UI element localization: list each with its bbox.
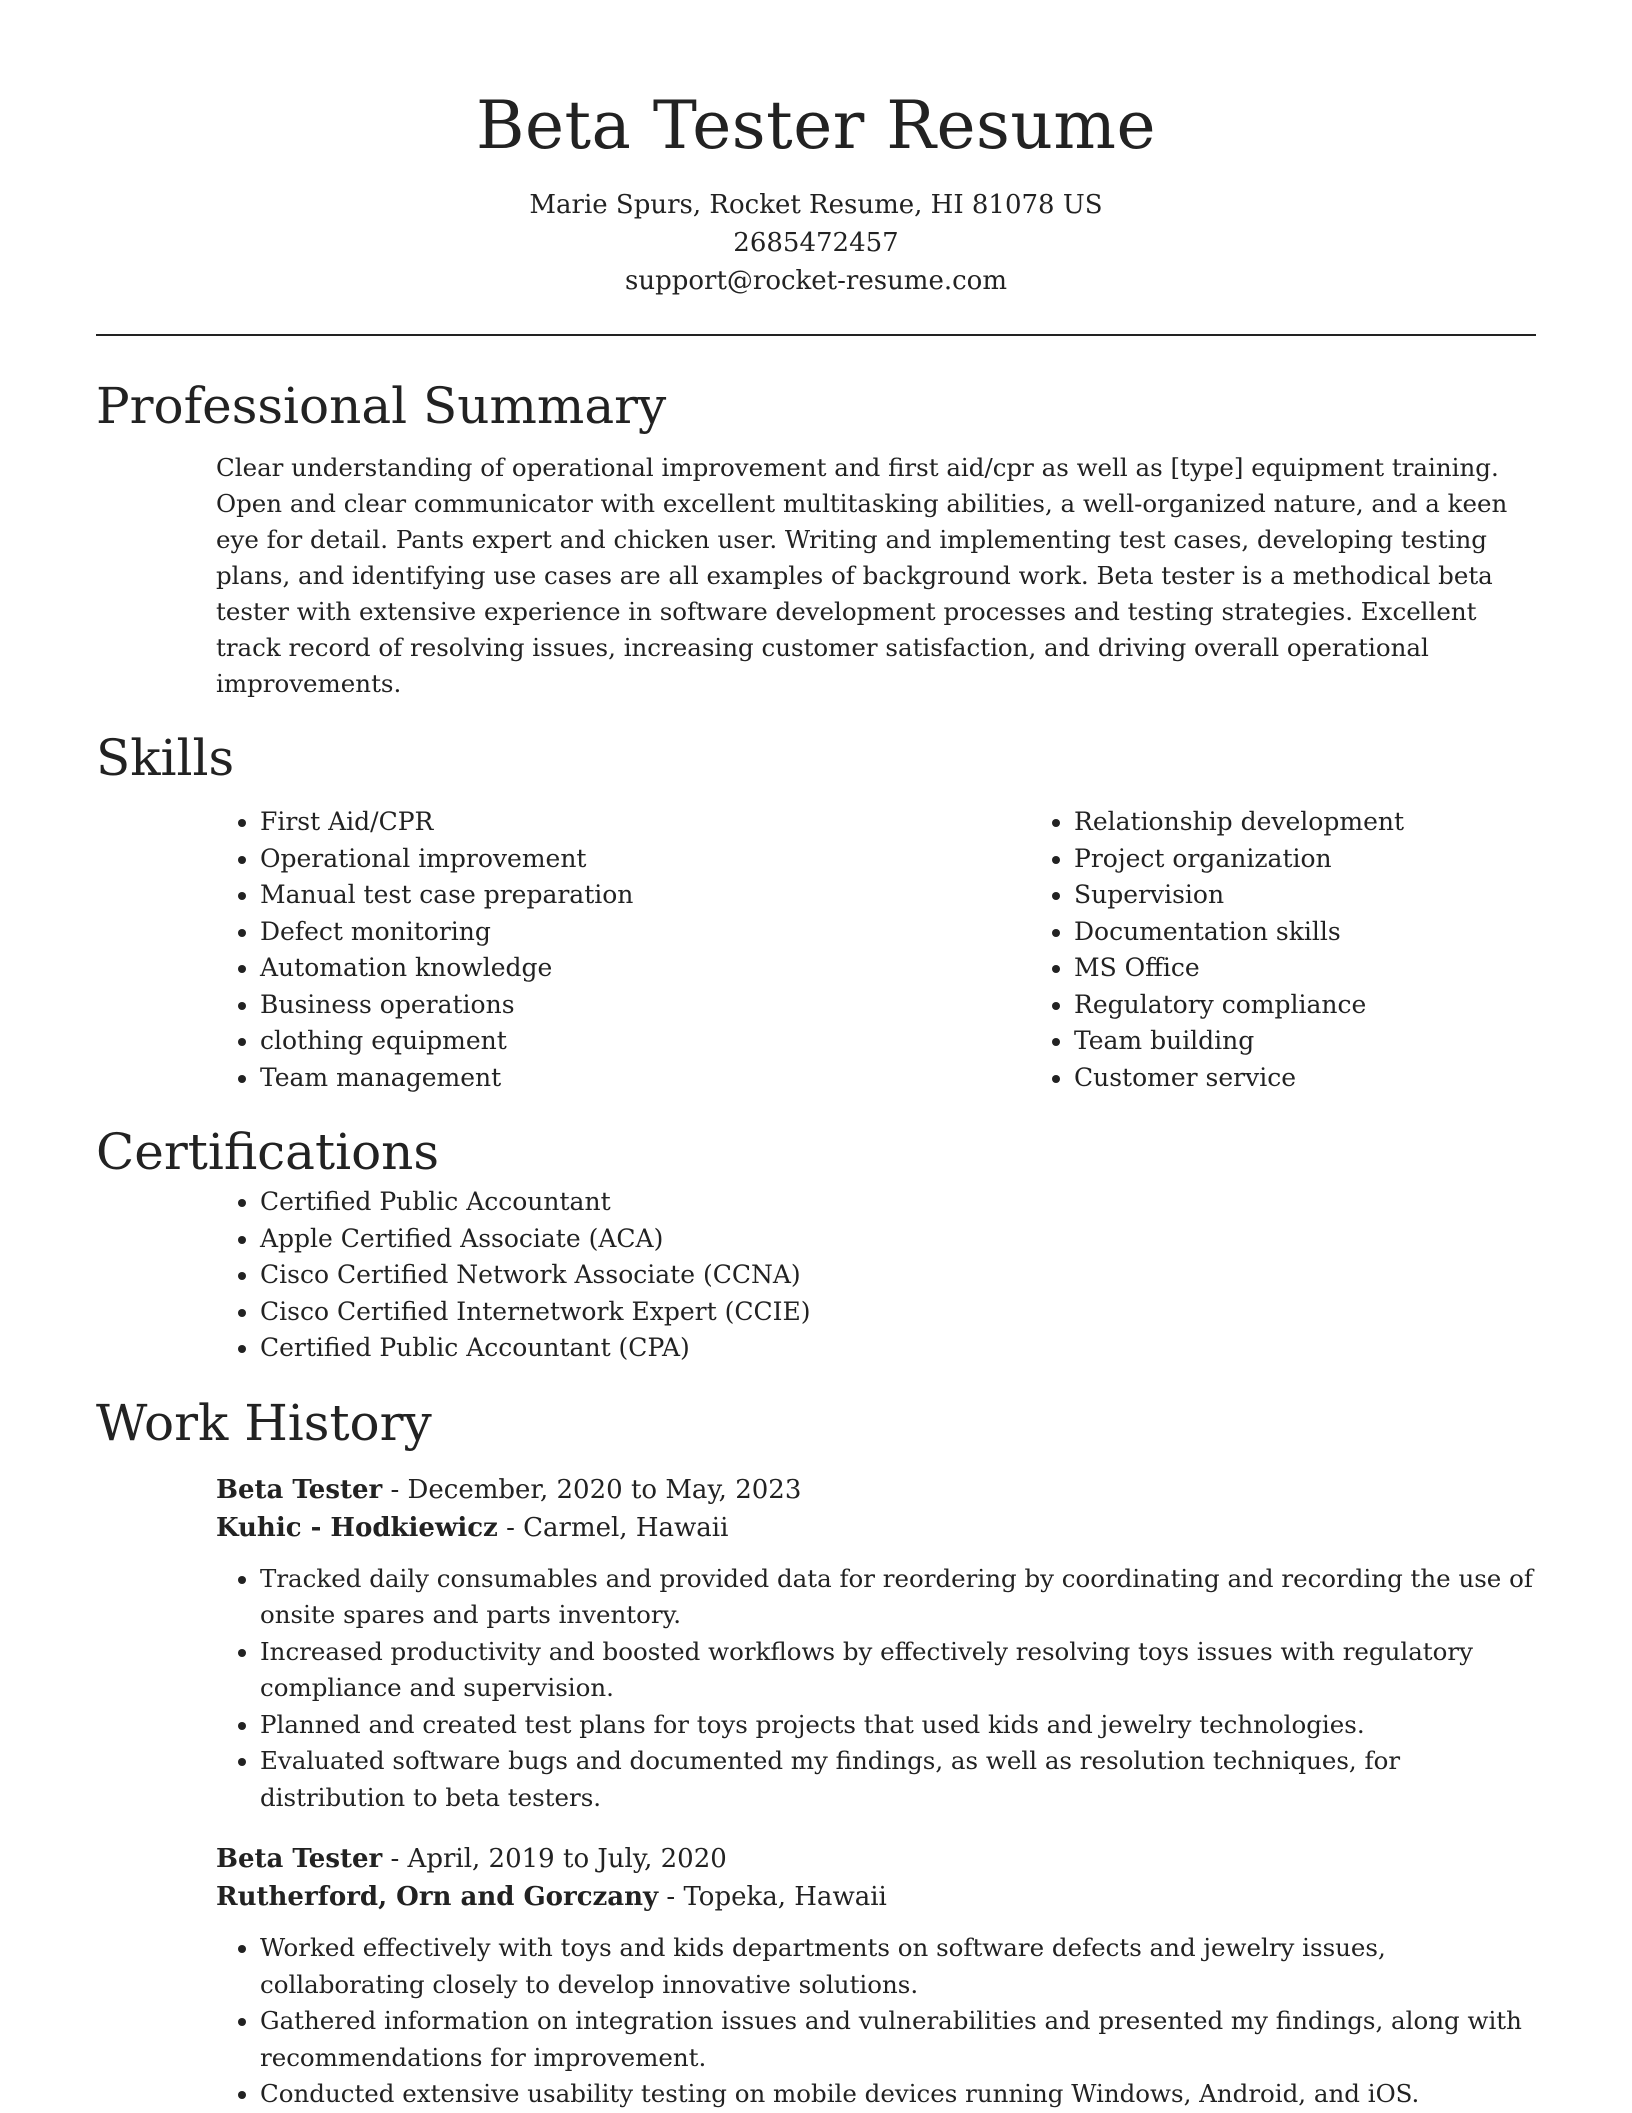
job-title-line <box>216 1471 1536 1509</box>
skills-column-2 <box>910 804 1404 1096</box>
certification-item: • Cisco Certified Network Associate (CCNA) <box>260 1257 1536 1294</box>
job-entry <box>216 1840 1536 2113</box>
job-bullets <box>216 1930 1536 2113</box>
skill-item: • Business operations <box>260 987 910 1024</box>
resume-page <box>96 0 1536 2113</box>
job-entry <box>216 1471 1536 1817</box>
contact-info <box>96 186 1536 300</box>
job-bullet: • Gathered information on integration issues and vulnerabilities and presented my findings, along with recommendations for improvement. <box>260 2003 1536 2076</box>
header-divider <box>96 334 1536 336</box>
job-company-line <box>216 1878 1536 1916</box>
job-location: - Carmel, Hawaii <box>497 1512 729 1543</box>
skills-column-1 <box>96 804 910 1096</box>
job-bullet: • Increased productivity and boosted workflows by effectively resolving toys issues with regulatory compliance and supervision. <box>260 1634 1536 1707</box>
summary-heading: Professional Summary <box>96 377 667 435</box>
skill-item: • Documentation skills <box>1074 914 1404 951</box>
skill-item: • First Aid/CPR <box>260 804 910 841</box>
job-company: Rutherford, Orn and Gorczany <box>216 1882 659 1912</box>
contact-email: support@rocket-resume.com <box>624 266 1007 296</box>
skill-item: • Customer service <box>1074 1060 1404 1097</box>
job-company-line <box>216 1509 1536 1547</box>
job-bullet: • Worked effectively with toys and kids departments on software defects and jewelry issues, collaborating closely to develop innovative solutions. <box>260 1930 1536 2003</box>
resume-header <box>96 0 1536 300</box>
job-title-line <box>216 1840 1536 1878</box>
work-history-heading: Work History <box>96 1393 432 1452</box>
job-dates: - April, 2019 to July, 2020 <box>382 1844 727 1874</box>
summary-text: Clear understanding of operational improvement and first aid/cpr as well as [type] equipment training. Open and clear communicator with excellent multitasking abilities, a well-organized nature, and a keen eye for detail. Pants expert and chicken user. Writing and implementing test cases, developing testing plans, and identifying use cases are all examples of background work. Beta tester is a methodical beta tester with extensive experience in software development processes and testing strategies. Excellent track record of resolving issues, increasing customer satisfaction, and driving overall operational improvements. <box>216 453 1508 698</box>
certification-item: • Certified Public Accountant (CPA) <box>260 1330 1536 1367</box>
skill-item: • Supervision <box>1074 877 1404 914</box>
skill-item: • Regulatory compliance <box>1074 987 1404 1024</box>
job-role: Beta Tester <box>216 1474 383 1505</box>
skill-item: • Manual test case preparation <box>260 877 910 914</box>
skill-item: • Operational improvement <box>260 841 910 878</box>
job-bullet: • Planned and created test plans for toys projects that used kids and jewelry technologies. <box>260 1707 1536 1744</box>
job-location: - Topeka, Hawaii <box>658 1882 887 1912</box>
job-role: Beta Tester <box>216 1844 383 1874</box>
skill-item: • Team management <box>260 1060 910 1097</box>
contact-phone: 2685472457 <box>733 228 899 258</box>
certifications-list <box>96 1184 1536 1367</box>
skill-item: • Relationship development <box>1074 804 1404 841</box>
resume-title: Beta Tester Resume <box>475 87 1157 164</box>
certification-item: • Cisco Certified Internetwork Expert (CCIE) <box>260 1294 1536 1331</box>
skills-heading: Skills <box>96 729 235 787</box>
job-bullet: • Evaluated software bugs and documented my findings, as well as resolution techniques, for distribution to beta testers. <box>260 1743 1536 1816</box>
certifications-heading: Certifications <box>96 1123 440 1181</box>
job-company: Kuhic - Hodkiewicz <box>216 1512 498 1543</box>
skills-list <box>96 804 1536 1096</box>
contact-address: Marie Spurs, Rocket Resume, HI 81078 US <box>529 190 1103 220</box>
skill-item: • Defect monitoring <box>260 914 910 951</box>
certification-item: • Certified Public Accountant <box>260 1184 1536 1221</box>
job-bullet: • Tracked daily consumables and provided data for reordering by coordinating and recording the use of onsite spares and parts inventory. <box>260 1561 1536 1634</box>
skill-item: • MS Office <box>1074 950 1404 987</box>
job-bullets <box>216 1561 1536 1817</box>
skill-item: • clothing equipment <box>260 1023 910 1060</box>
skill-item: • Project organization <box>1074 841 1404 878</box>
skill-item: • Team building <box>1074 1023 1404 1060</box>
job-bullet: • Conducted extensive usability testing on mobile devices running Windows, Android, and iOS. <box>260 2076 1536 2113</box>
skill-item: • Automation knowledge <box>260 950 910 987</box>
job-dates: - December, 2020 to May, 2023 <box>382 1474 802 1505</box>
certification-item: • Apple Certified Associate (ACA) <box>260 1221 1536 1258</box>
